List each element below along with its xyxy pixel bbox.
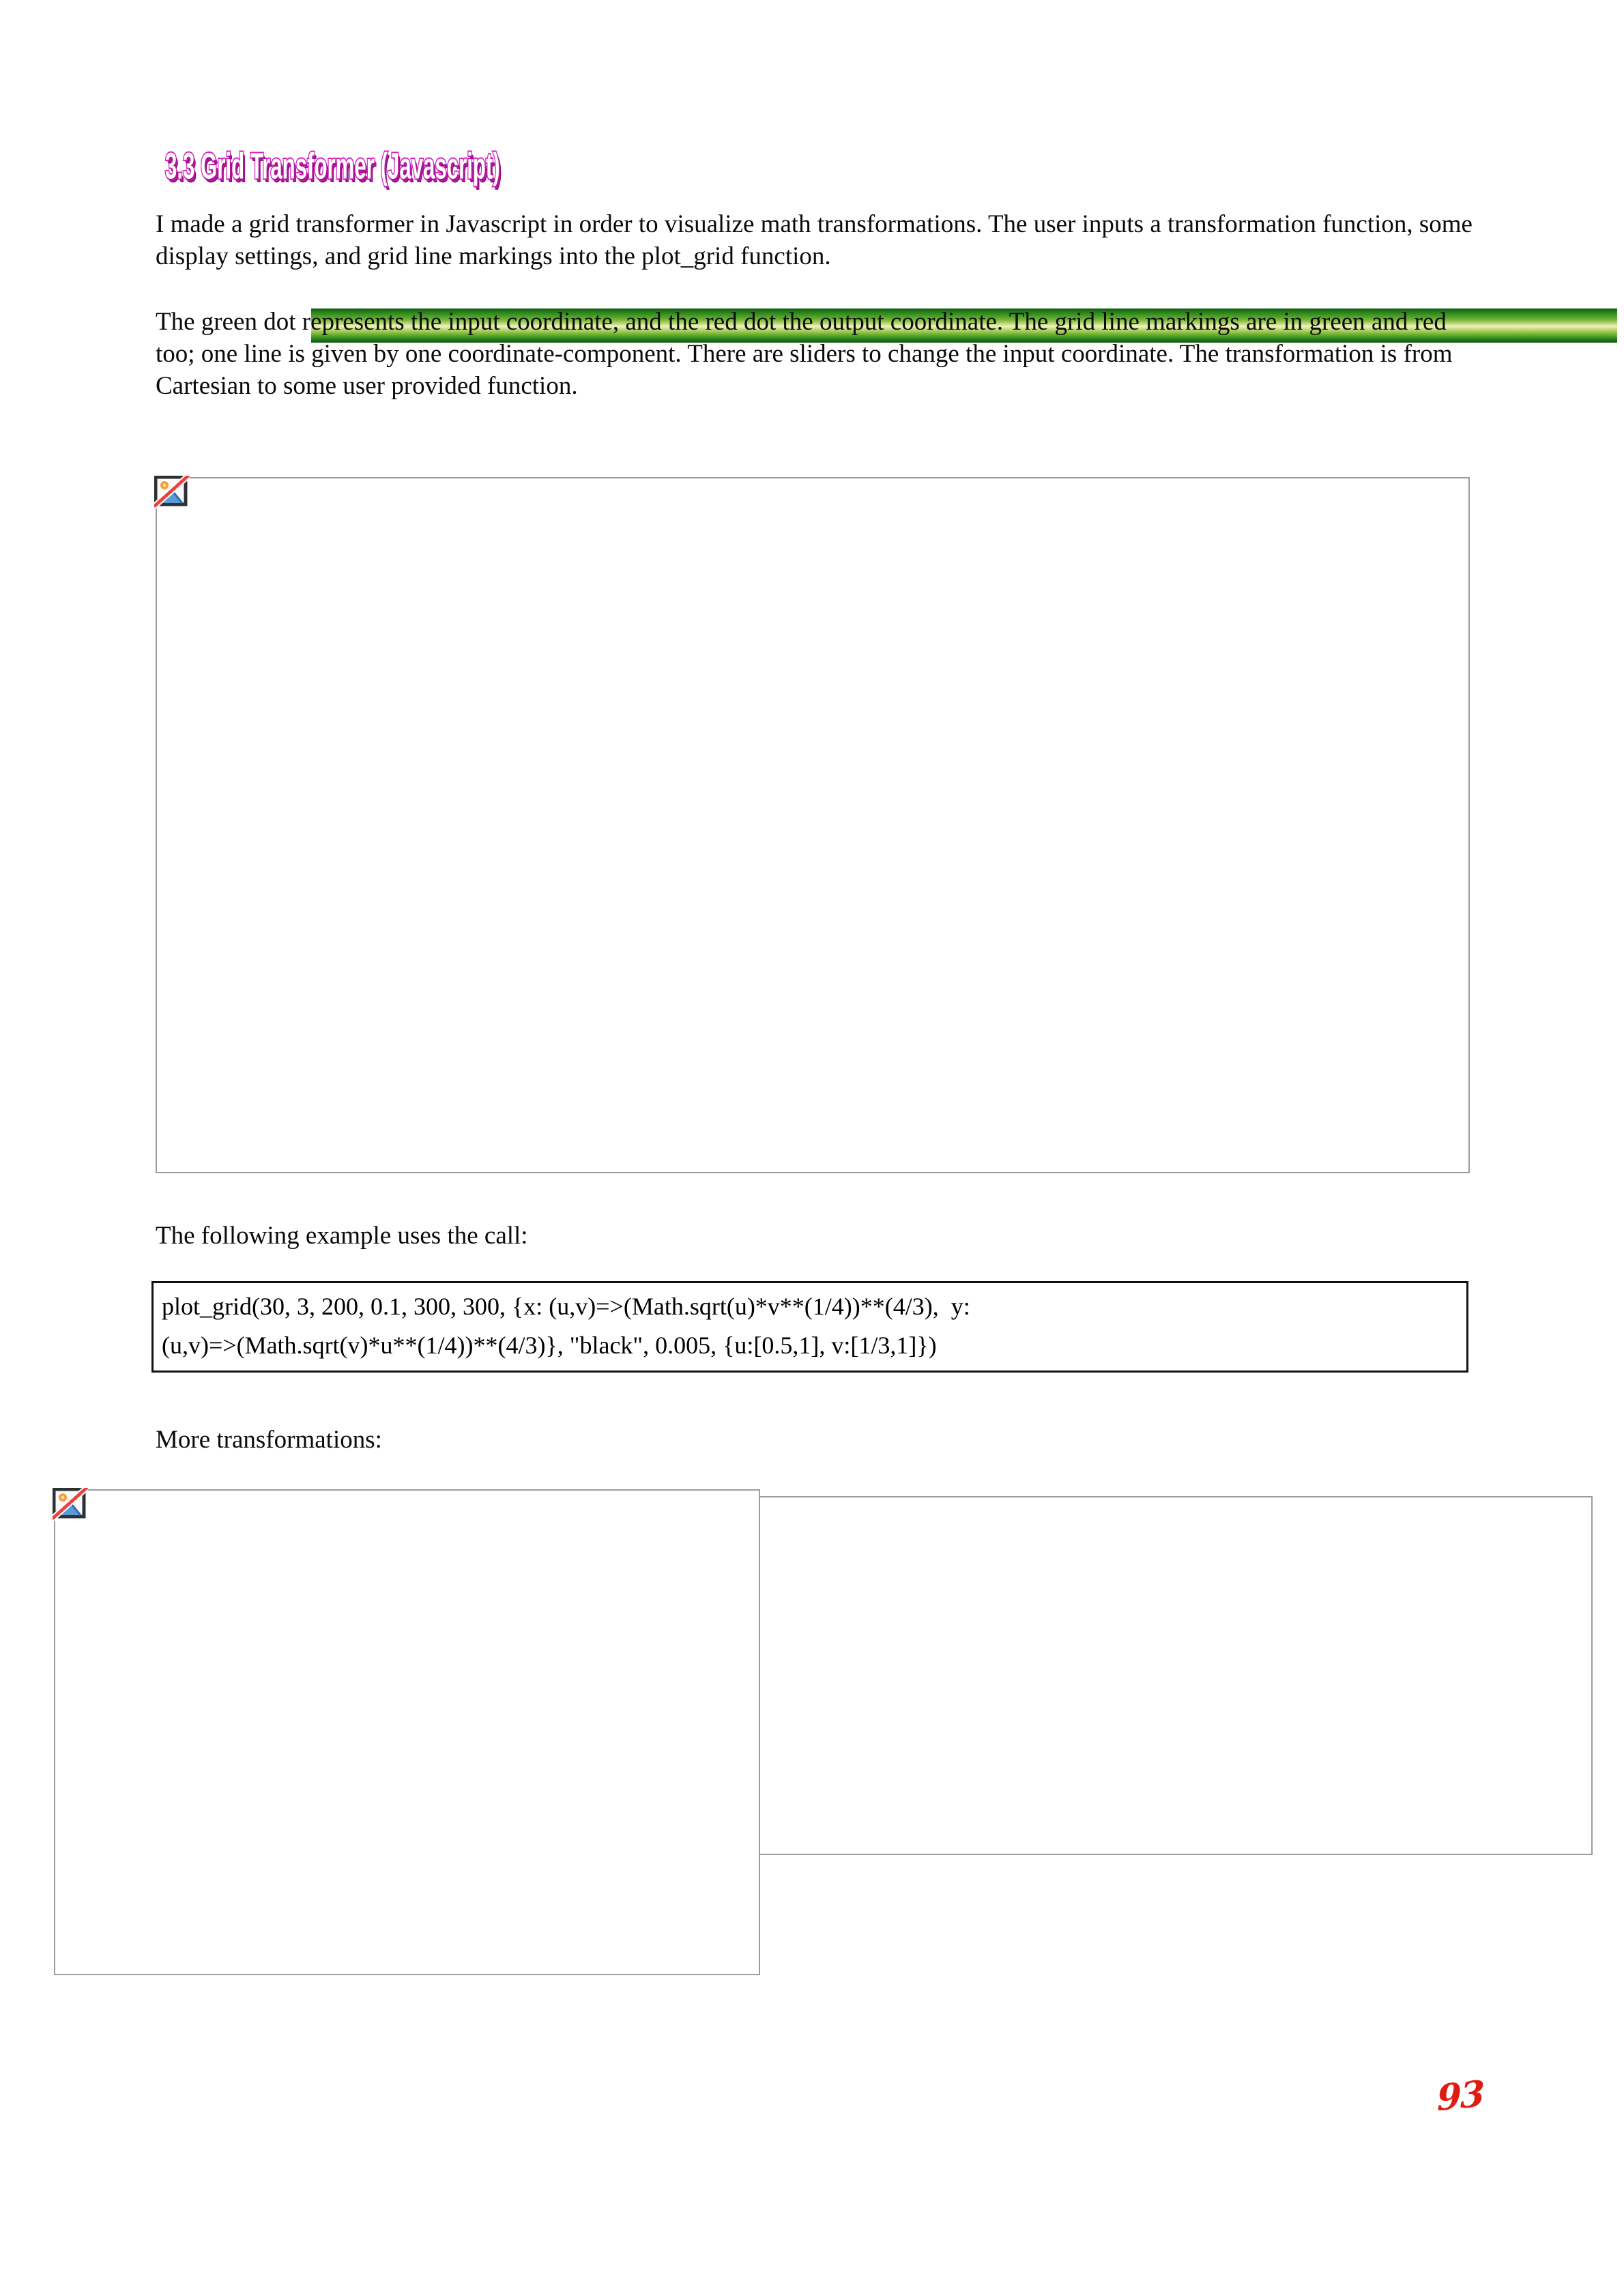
figure-transformation-left xyxy=(54,1489,760,1975)
broken-image-icon xyxy=(53,1488,88,1521)
paragraph-dots-description: The green dot represents the input coordinate, and the red dot the output coordinate. The grid line markings are in green and red too; one line is given by one coordinate-component. There are sliders to change the input coordinate. The transformation is from Cartesian to some user provided function. xyxy=(156,308,1453,400)
page-number: 93 xyxy=(1437,2072,1484,2120)
section-heading-banner xyxy=(156,146,1462,188)
broken-image-icon xyxy=(154,476,190,508)
code-call-box xyxy=(151,1281,1468,1373)
paragraph-intro: I made a grid transformer in Javascript in order to visualize math transformations. The user inputs a transformation function, some display settings, and grid line markings into the plot_grid function. xyxy=(156,210,1473,270)
code-line-1: plot_grid(30, 3, 200, 0.1, 300, 300, {x: (u,v)=>(Math.sqrt(u)*v**(1/4))**(4/3), y: xyxy=(162,1293,970,1320)
figure-transformation-right xyxy=(680,1496,1593,1855)
paragraph-example-lead: The following example uses the call: xyxy=(156,1222,528,1250)
figure-main-grid-transformer xyxy=(156,477,1470,1173)
paragraph-more-transformations: More transformations: xyxy=(156,1426,382,1454)
code-line-2: (u,v)=>(Math.sqrt(v)*u**(1/4))**(4/3)}, "black", 0.005, {u:[0.5,1], v:[1/3,1]}) xyxy=(162,1332,937,1359)
section-heading-title: 3.3 Grid Transformer (Javascript) xyxy=(165,146,500,187)
